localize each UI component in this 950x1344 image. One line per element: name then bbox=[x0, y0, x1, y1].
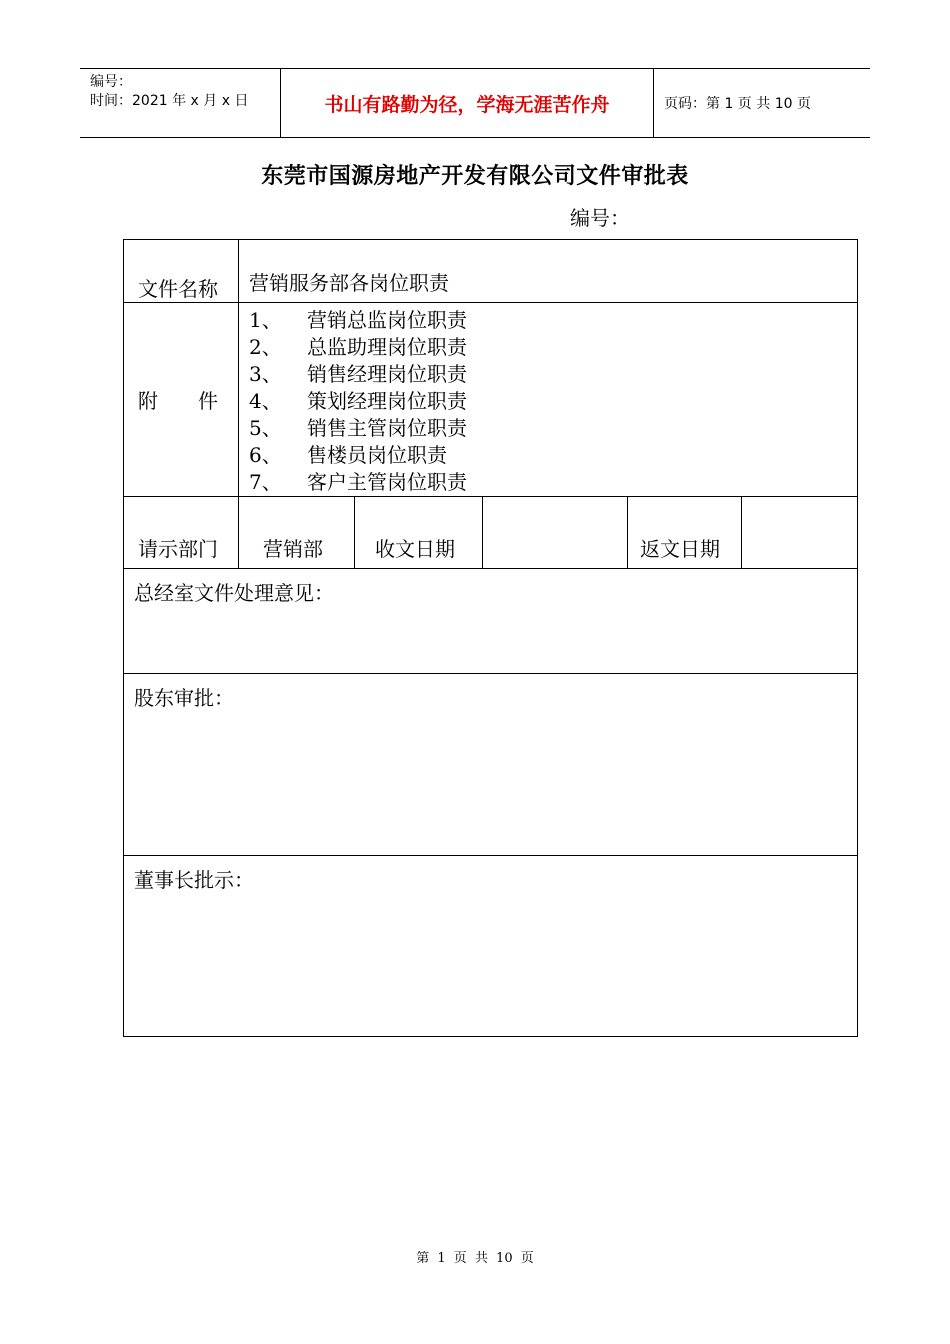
returned-date-label-text: 返文日期 bbox=[640, 537, 720, 561]
attachment-item[interactable] bbox=[249, 415, 857, 442]
attachment-number: 7、 bbox=[249, 470, 282, 494]
attachment-number: 5、 bbox=[249, 416, 282, 440]
header-time-label: 时间：2021 年 x 月 x 日 bbox=[90, 93, 249, 109]
page-header bbox=[80, 68, 870, 138]
header-motto: 书山有路勤为径，学海无涯苦作舟 bbox=[281, 69, 654, 137]
gm-office-opinion-label: 总经室文件处理意见： bbox=[134, 581, 334, 605]
attachment-item[interactable] bbox=[249, 442, 857, 469]
row-file-name bbox=[124, 240, 858, 303]
chairman-instruction-label: 董事长批示： bbox=[134, 868, 254, 892]
document-number-label: 编号： bbox=[570, 206, 630, 230]
attachment-item[interactable] bbox=[249, 334, 857, 361]
file-name-label bbox=[124, 240, 239, 303]
file-name-label-text: 文件名称 bbox=[138, 277, 218, 301]
gm-office-opinion-field[interactable] bbox=[124, 569, 858, 674]
attachment-item[interactable] bbox=[249, 307, 857, 334]
received-date-field[interactable] bbox=[483, 497, 628, 569]
request-dept-value: 营销部 bbox=[263, 537, 323, 561]
row-department-dates bbox=[124, 497, 858, 569]
attachment-number: 2、 bbox=[249, 335, 282, 359]
row-chairman-instruction bbox=[124, 856, 858, 1037]
shareholder-approval-label: 股东审批： bbox=[134, 686, 234, 710]
attachment-number: 1、 bbox=[249, 308, 282, 332]
row-attachments bbox=[124, 303, 858, 497]
approval-form-table bbox=[123, 239, 858, 1037]
attachment-item[interactable] bbox=[249, 388, 857, 415]
attachment-text: 策划经理岗位职责 bbox=[307, 389, 467, 413]
attachment-text: 营销总监岗位职责 bbox=[307, 308, 467, 332]
attachment-label bbox=[124, 303, 239, 497]
attachment-item[interactable] bbox=[249, 469, 857, 496]
attachment-number: 6、 bbox=[249, 443, 282, 467]
returned-date-field[interactable] bbox=[742, 497, 858, 569]
file-name-cell[interactable] bbox=[239, 240, 858, 303]
attachment-list bbox=[239, 303, 858, 497]
attachment-text: 销售主管岗位职责 bbox=[307, 416, 467, 440]
header-number-label: 编号： bbox=[90, 74, 132, 90]
attachment-label-text: 附 件 bbox=[138, 389, 218, 413]
document-title: 东莞市国源房地产开发有限公司文件审批表 bbox=[261, 164, 689, 189]
request-dept-label bbox=[124, 497, 239, 569]
request-dept-label-text: 请示部门 bbox=[138, 537, 218, 561]
row-shareholder-approval bbox=[124, 674, 858, 856]
received-date-label bbox=[355, 497, 483, 569]
header-meta bbox=[80, 69, 281, 137]
attachment-number: 4、 bbox=[249, 389, 282, 413]
attachment-text: 总监助理岗位职责 bbox=[307, 335, 467, 359]
attachment-text: 销售经理岗位职责 bbox=[307, 362, 467, 386]
shareholder-approval-field[interactable] bbox=[124, 674, 858, 856]
page-footer: 第 1 页 共 10 页 bbox=[416, 1251, 534, 1266]
chairman-instruction-field[interactable] bbox=[124, 856, 858, 1037]
received-date-label-text: 收文日期 bbox=[375, 537, 455, 561]
request-dept-cell[interactable] bbox=[239, 497, 355, 569]
returned-date-label bbox=[628, 497, 742, 569]
attachment-number: 3、 bbox=[249, 362, 282, 386]
file-name-value: 营销服务部各岗位职责 bbox=[249, 271, 449, 295]
attachment-text: 售楼员岗位职责 bbox=[307, 443, 447, 467]
attachment-item[interactable] bbox=[249, 361, 857, 388]
header-page-info: 页码：第 1 页 共 10 页 bbox=[664, 96, 811, 112]
row-gm-office-opinion bbox=[124, 569, 858, 674]
attachment-text: 客户主管岗位职责 bbox=[307, 470, 467, 494]
